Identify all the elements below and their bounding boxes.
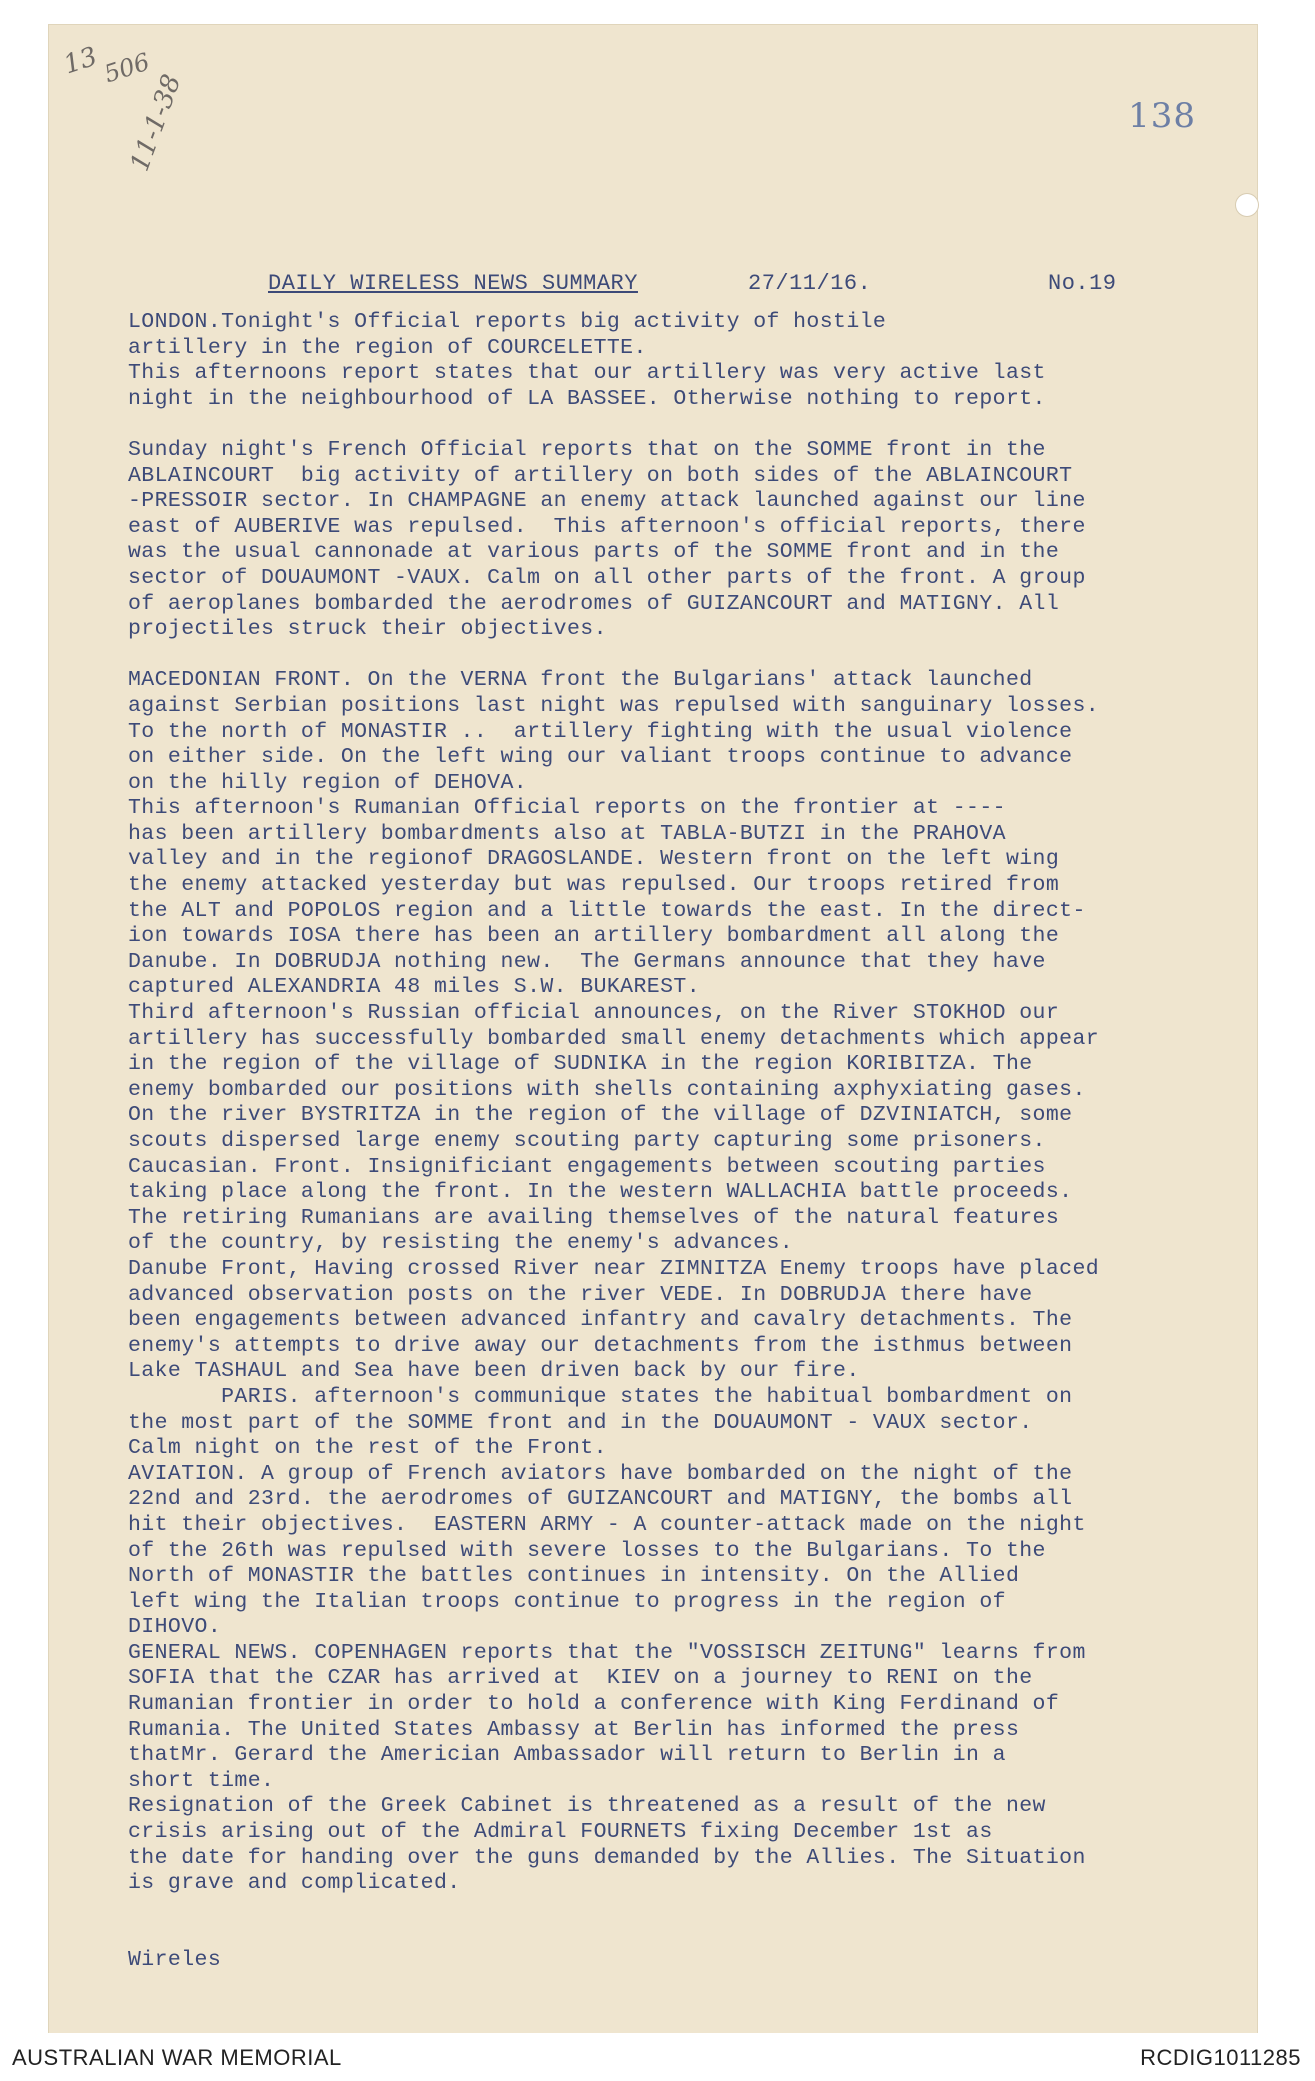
text-line: AVIATION. A group of French aviators have bombarded on the night of the [128,1461,1073,1486]
document-number: No.19 [1048,271,1117,296]
text-line: Danube Front, Having crossed River near ZIMNITZA Enemy troops have placed [128,1256,1100,1281]
text-line: valley and in the regionof DRAGOSLANDE. Western front on the left wing [128,847,1060,872]
text-line: of the country, by resisting the enemy's advances. [128,1231,794,1256]
text-line: night in the neighbourhood of LA BASSEE. Otherwise nothing to report. [128,386,1046,411]
text-line: Resignation of the Greek Cabinet is threatened as a result of the new [128,1794,1046,1819]
text-line: Sunday night's French Official reports that on the SOMME front in the [128,437,1046,462]
text-line: MACEDONIAN FRONT. On the VERNA front the Bulgarians' attack launched [128,668,1033,693]
text-line: against Serbian positions last night was repulsed with sanguinary losses. [128,693,1100,718]
archive-footer [0,2033,1315,2081]
text-line: enemy bombarded our positions with shells containing axphyxiating gases. [128,1077,1086,1102]
text-line: east of AUBERIVE was repulsed. This afternoon's official reports, there [128,514,1086,539]
text-line: This afternoons report states that our artillery was very active last [128,361,1046,386]
text-line: sector of DOUAUMONT -VAUX. Calm on all other parts of the front. A group [128,565,1086,590]
text-line: on either side. On the left wing our valiant troops continue to advance [128,745,1073,770]
handwritten-number-mark: 506 [100,47,154,89]
text-line: thatMr. Gerard the Americian Ambassador will return to Berlin in a [128,1743,1006,1768]
text-line: DIHOVO. [128,1615,222,1640]
text-line: ion towards IOSA there has been an artillery bombardment all along the [128,924,1060,949]
text-line: ABLAINCOURT big activity of artillery on both sides of the ABLAINCOURT [128,463,1073,488]
text-line: Lake TASHAUL and Sea have been driven back by our fire. [128,1359,860,1384]
text-line [128,1897,1238,1923]
text-line: GENERAL NEWS. COPENHAGEN reports that the "VOSSISCH ZEITUNG" learns from [128,1640,1086,1665]
archive-name: AUSTRALIAN WAR MEMORIAL [12,2045,342,2070]
text-line: artillery in the region of COURCELETTE. [128,335,647,360]
text-line: 22nd and 23rd. the aerodromes of GUIZANCOURT and MATIGNY, the bombs all [128,1487,1073,1512]
text-line: North of MONASTIR the battles continues in intensity. On the Allied [128,1564,1020,1589]
text-line: -PRESSOIR sector. In CHAMPAGNE an enemy attack launched against our line [128,489,1086,514]
text-line: Rumania. The United States Ambassy at Berlin has informed the press [128,1717,1020,1742]
text-line: Calm night on the rest of the Front. [128,1436,607,1461]
archive-reference: RCDIG1011285 [1140,2045,1301,2070]
handwritten-folio-mark: 13 [60,41,101,81]
text-line: To the north of MONASTIR .. artillery fighting with the usual violence [128,719,1073,744]
text-line: On the river BYSTRITZA in the region of the village of DZVINIATCH, some [128,1103,1073,1128]
document-date: 27/11/16. [748,271,872,296]
text-line: LONDON.Tonight's Official reports big activity of hostile [128,310,887,334]
text-line: artillery has successfully bombarded small enemy detachments which appear [128,1026,1100,1051]
text-line [128,412,1238,438]
text-line: taking place along the front. In the western WALLACHIA battle proceeds. [128,1180,1073,1205]
text-line: Danube. In DOBRUDJA nothing new. The Germans announce that they have [128,949,1046,974]
text-line: The retiring Rumanians are availing themselves of the natural features [128,1205,1060,1230]
text-line: been engagements between advanced infantry and cavalry detachments. The [128,1308,1073,1333]
text-line: of aeroplanes bombarded the aerodromes of GUIZANCOURT and MATIGNY. All [128,591,1060,616]
text-line: captured ALEXANDRIA 48 miles S.W. BUKAREST. [128,975,700,1000]
text-line: the date for handing over the guns demanded by the Allies. The Situation [128,1845,1086,1870]
text-line: advanced observation posts on the river VEDE. In DOBRUDJA there have [128,1282,1033,1307]
text-line: has been artillery bombardments also at TABLA-BUTZI in the PRAHOVA [128,821,1006,846]
text-line: enemy's attempts to drive away our detachments from the isthmus between [128,1333,1073,1358]
text-line [128,1922,1238,1948]
text-line: was the usual cannonade at various parts of the SOMME front and in the [128,540,1060,565]
text-line: left wing the Italian troops continue to progress in the region of [128,1589,1006,1614]
document-header [218,271,1208,301]
text-line: projectiles struck their objectives. [128,617,607,642]
text-line: on the hilly region of DEHOVA. [128,770,528,795]
handwritten-date-mark: 11-1-38 [124,70,188,176]
text-line: Wireles [128,1948,222,1972]
text-line: PARIS. afternoon's communique states the habitual bombardment on [128,1384,1073,1409]
text-line: Rumanian frontier in order to hold a conference with King Ferdinand of [128,1692,1060,1717]
text-line: is grave and complicated. [128,1871,461,1896]
typed-text-body [128,310,1238,1974]
text-line: in the region of the village of SUDNIKA in the region KORIBITZA. The [128,1052,1033,1077]
page-number-stamp: 138 [1128,96,1196,136]
text-line: Caucasian. Front. Insignificiant engagements between scouting parties [128,1154,1046,1179]
text-line: scouts dispersed large enemy scouting party capturing some prisoners. [128,1129,1046,1153]
text-line: Third afternoon's Russian official announces, on the River STOKHOD our [128,1001,1060,1026]
document-page [48,24,1258,2034]
text-line: short time. [128,1768,275,1793]
document-title: DAILY WIRELESS NEWS SUMMARY [268,271,638,296]
text-line: the most part of the SOMME front and in the DOUAUMONT - VAUX sector. [128,1410,1033,1435]
text-line: of the 26th was repulsed with severe losses to the Bulgarians. To the [128,1538,1046,1563]
text-line: crisis arising out of the Admiral FOURNETS fixing December 1st as [128,1820,993,1845]
punch-hole [1236,194,1258,216]
text-line: hit their objectives. EASTERN ARMY - A counter-attack made on the night [128,1512,1086,1537]
text-line: This afternoon's Rumanian Official reports on the frontier at ---- [128,796,1006,821]
text-line: the enemy attacked yesterday but was repulsed. Our troops retired from [128,873,1060,898]
text-line: SOFIA that the CZAR has arrived at KIEV on a journey to RENI on the [128,1666,1033,1691]
text-line [128,643,1238,669]
text-line: the ALT and POPOLOS region and a little towards the east. In the direct- [128,898,1086,923]
